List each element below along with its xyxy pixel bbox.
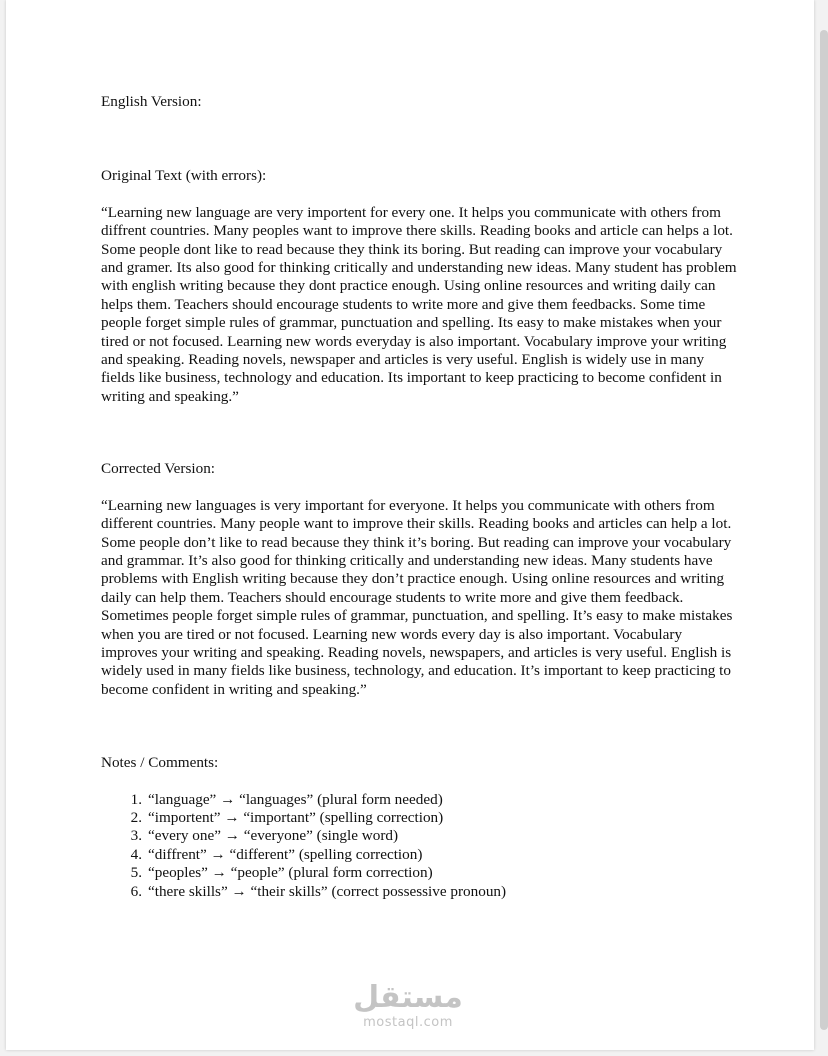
note-number: 6.: [130, 882, 142, 900]
document-content: [101, 93, 741, 901]
corrected-version-heading: Corrected Version:: [101, 460, 216, 478]
note-item: [101, 827, 741, 845]
note-text: “language” → “languages” (plural form needed): [148, 790, 443, 808]
note-number: 5.: [130, 864, 142, 882]
note-item: [101, 809, 741, 827]
document-page: [6, 0, 814, 1050]
english-version-heading: English Version:: [101, 93, 202, 110]
note-item: [101, 846, 741, 864]
note-item: [101, 883, 741, 901]
notes-heading: Notes / Comments:: [101, 754, 219, 772]
original-text-paragraph: “Learning new language are very importent for every one. It helps you communicate with others from diffrent countries. Many peoples want to improve there skills. Reading books and article can helps a lot. Some people dont like to read because they think its boring. But reading can improve your vocabulary and gramer. Its also good for thinking critically and understanding new ideas. Many student has problem with english writing because they dont practice enough. Using online resources and writing daily can helps them. Teachers should encourage students to write more and give them feedbacks. Some time people forget simple rules of grammar, punctuation and spelling. Its easy to make mistakes when your tired or not focused. Learning new words everyday is also important. Vocabulary improve your writing and speaking. Reading novels, newspaper and articles is very useful. English is widely use in many fields like business, technology and education. Its important to keep practicing to become confident in writing and speaking.”: [101, 203, 737, 405]
note-number: 4.: [130, 845, 142, 863]
original-text-heading: Original Text (with errors):: [101, 167, 267, 185]
mostaql-watermark: [343, 980, 473, 1030]
note-number: 1.: [130, 790, 142, 808]
note-text: “diffrent” → “different” (spelling correction): [148, 845, 423, 863]
watermark-arabic-text: مستقل: [353, 980, 463, 1015]
vertical-scrollbar[interactable]: [820, 30, 828, 1030]
note-item: [101, 791, 741, 809]
note-text: “there skills” → “their skills” (correct possessive pronoun): [148, 882, 507, 900]
note-item: [101, 864, 741, 882]
notes-list: [101, 791, 741, 901]
corrected-text-paragraph: “Learning new languages is very important for everyone. It helps you communicate with others from different countries. Many people want to improve their skills. Reading books and articles can help a lot. Some people don’t like to read because they think it’s boring. But reading can improve your vocabulary and grammar. It’s also good for thinking critically and understanding new ideas. Many students have problems with English writing because they don’t practice enough. Using online resources and writing daily can help them. Teachers should encourage students to write more and give them feedback. Sometimes people forget simple rules of grammar, punctuation, and spelling. It’s easy to make mistakes when you are tired or not focused. Learning new words every day is also important. Vocabulary improves your writing and speaking. Reading novels, newspapers, and articles is very useful. English is widely used in many fields like business, technology, and education. It’s important to keep practicing to become confident in writing and speaking.”: [101, 496, 733, 698]
note-text: “peoples” → “people” (plural form correction): [148, 864, 433, 882]
note-text: “importent” → “important” (spelling correction): [148, 808, 444, 826]
note-number: 3.: [130, 827, 142, 845]
watermark-latin-text: mostaql.com: [363, 1015, 453, 1030]
note-number: 2.: [130, 808, 142, 826]
note-text: “every one” → “everyone” (single word): [148, 827, 399, 845]
